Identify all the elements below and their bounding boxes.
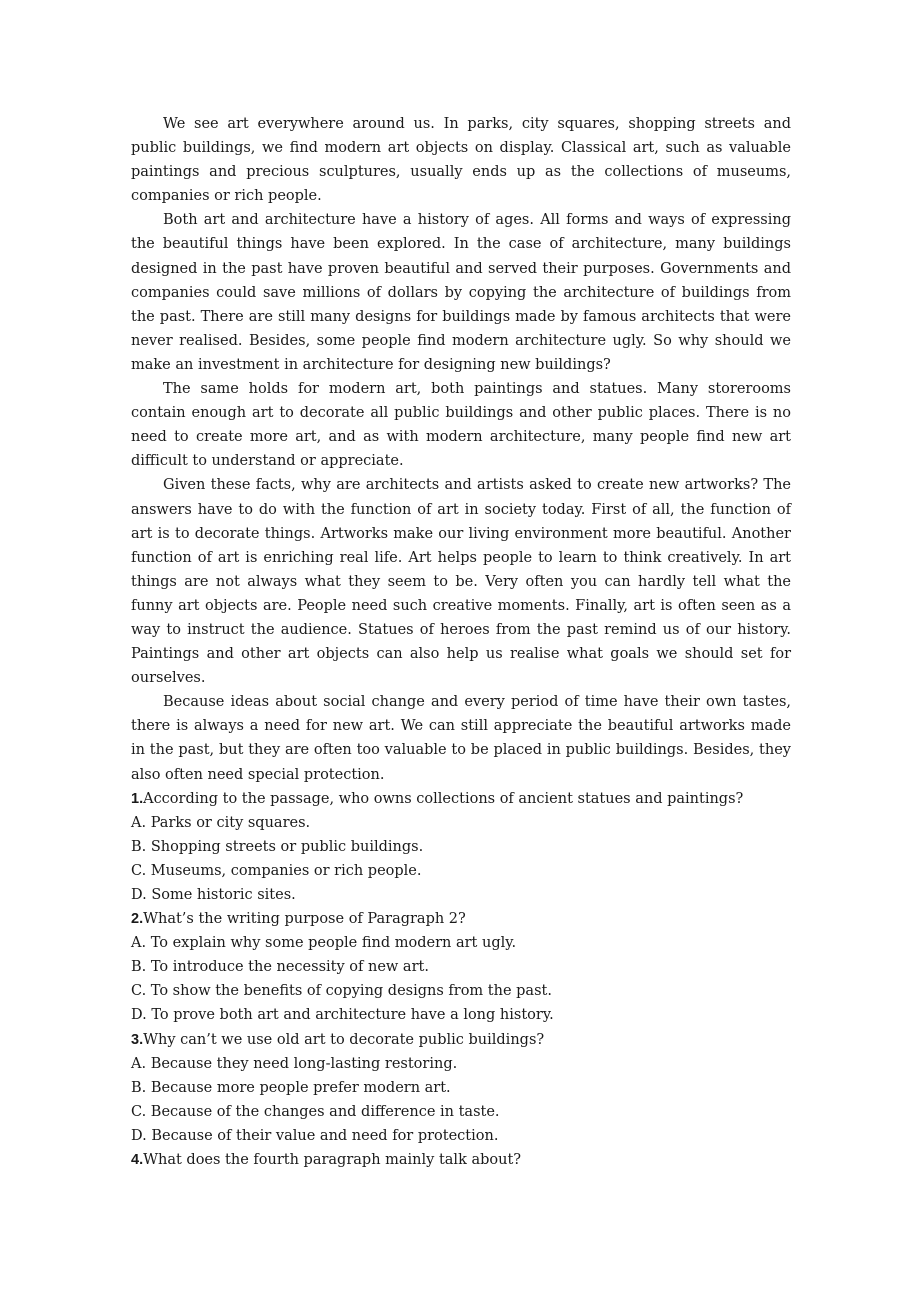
option-d: D. To prove both art and architecture have a long history. [131, 1007, 554, 1024]
paragraph-2: Both art and architecture have a history of ages. All forms and ways of expressing the beautiful things have been explored. In the case of architecture, many buildings designed in the past have proven beautiful and served their purposes. Governments and companies could save millions of dollars by copying the architecture of buildings from the past. There are still many designs for buildings made by famous architects that were never realised. Besides, some people find modern architecture ugly. So why should we make an investment in architecture for designing new buildings? [131, 212, 791, 373]
question-4 [131, 1148, 791, 1172]
option-b: B. Because more people prefer modern art. [131, 1079, 451, 1096]
paragraph-1: We see art everywhere around us. In parks, city squares, shopping streets and public buildings, we find modern art objects on display. Classical art, such as valuable paintings and precious sculptures, usually ends up as the collections of museums, companies or rich people. [131, 116, 791, 205]
question-text: What does the fourth paragraph mainly talk about? [143, 1152, 522, 1169]
option-d: D. Because of their value and need for protection. [131, 1127, 499, 1144]
question-text: According to the passage, who owns collections of ancient statues and paintings? [143, 790, 744, 807]
question-number: 1. [131, 790, 144, 807]
option-a: A. To explain why some people find modern art ugly. [131, 935, 517, 952]
option-a: A. Parks or city squares. [131, 814, 311, 831]
option-c: C. To show the benefits of copying designs from the past. [131, 983, 552, 1000]
option-c: C. Museums, companies or rich people. [131, 862, 422, 879]
question-number: 2. [131, 911, 144, 928]
question-text: What’s the writing purpose of Paragraph 2? [143, 911, 466, 928]
option-a: A. Because they need long-lasting restoring. [131, 1055, 458, 1072]
question-text: Why can’t we use old art to decorate public buildings? [143, 1031, 545, 1048]
paragraph-4: Given these facts, why are architects and artists asked to create new artworks? The answers have to do with the function of art in society today. First of all, the function of art is to decorate things. Artworks make our living environment more beautiful. Another function of art is enriching real life. Art helps people to learn to think creatively. In art things are not always what they seem to be. Very often you can hardly tell what the funny art objects are. People need such creative moments. Finally, art is often seen as a way to instruct the audience. Statues of heroes from the past remind us of our history. Paintings and other art objects can also help us realise what goals we should set for ourselves. [131, 477, 791, 687]
question-3 [131, 1028, 791, 1148]
option-b: B. Shopping streets or public buildings. [131, 838, 424, 855]
question-1 [131, 787, 791, 907]
paragraph-5: Because ideas about social change and every period of time have their own tastes, there is always a need for new art. We can still appreciate the beautiful artworks made in the past, but they are often too valuable to be placed in public buildings. Besides, they also often need special protection. [131, 694, 791, 783]
option-b: B. To introduce the necessity of new art. [131, 959, 429, 976]
question-2 [131, 907, 791, 1027]
question-number: 3. [131, 1031, 144, 1048]
document-page [131, 112, 791, 1172]
paragraph-3: The same holds for modern art, both paintings and statues. Many storerooms contain enough art to decorate all public buildings and other public places. There is no need to create more art, and as with modern architecture, many people find new art difficult to understand or appreciate. [131, 381, 791, 470]
option-c: C. Because of the changes and difference in taste. [131, 1103, 500, 1120]
option-d: D. Some historic sites. [131, 887, 296, 903]
question-number: 4. [131, 1152, 144, 1169]
